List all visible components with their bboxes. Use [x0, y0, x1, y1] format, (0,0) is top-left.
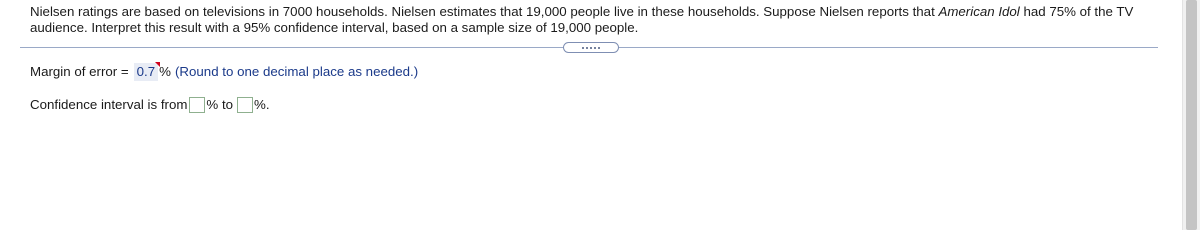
more-dot	[590, 47, 592, 49]
scrollbar-thumb[interactable]	[1186, 0, 1197, 230]
more-dot	[594, 47, 596, 49]
expand-more-button[interactable]	[563, 42, 619, 53]
question-part2: had 75% of the TV audience. Interpret this result with a 95% confidence interval, based on a sample size of 19,000 people.	[30, 4, 1134, 35]
vertical-scrollbar[interactable]	[1182, 0, 1200, 230]
margin-of-error-value: 0.7	[136, 64, 156, 79]
interval-middle-text: % to	[206, 97, 234, 112]
confidence-interval-row	[30, 96, 270, 114]
more-dot	[586, 47, 588, 49]
margin-of-error-row	[30, 63, 418, 81]
question-text	[30, 4, 1150, 36]
upper-bound-input[interactable]	[237, 97, 253, 113]
margin-of-error-suffix: %	[159, 64, 171, 79]
rounding-hint: (Round to one decimal place as needed.)	[174, 64, 419, 79]
question-part1: Nielsen ratings are based on televisions in 7000 households. Nielsen estimates that 19,000 people live in these households. Suppose Nielsen reports that	[30, 4, 939, 19]
margin-of-error-answer[interactable]	[134, 63, 159, 81]
margin-of-error-label: Margin of error =	[30, 64, 129, 79]
more-dot	[598, 47, 600, 49]
confidence-interval-label: Confidence interval is from	[30, 97, 188, 112]
show-name: American Idol	[938, 4, 1020, 19]
more-dots-icon	[582, 47, 584, 49]
interval-end-text: %.	[254, 97, 270, 112]
lower-bound-input[interactable]	[189, 97, 205, 113]
incorrect-flag-icon	[155, 62, 160, 67]
